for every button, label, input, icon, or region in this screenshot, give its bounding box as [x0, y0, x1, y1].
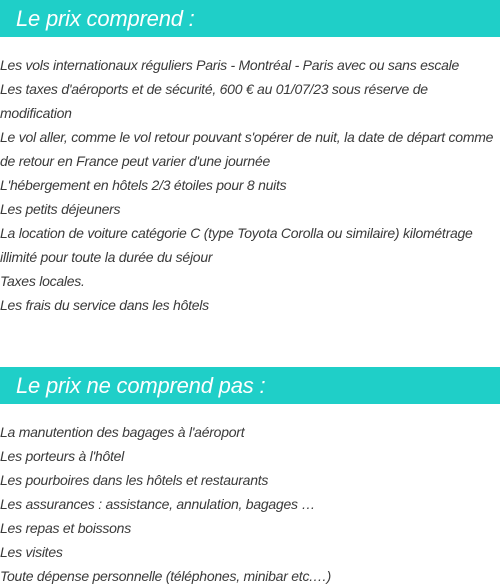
included-item-local-taxes: Taxes locales.: [0, 273, 85, 289]
included-items-list: [0, 53, 500, 317]
included-item-flights: Les vols internationaux réguliers Paris - Montréal - Paris avec ou sans escale: [0, 57, 460, 73]
excluded-item-visits: Les visites: [0, 544, 63, 560]
included-item-car-rental: La location de voiture catégorie C (type Toyota Corolla ou similaire) kilométrage illimité pour toute la durée du séjour: [0, 225, 473, 265]
excluded-item-meals: Les repas et boissons: [0, 520, 131, 536]
excluded-items-list: [0, 420, 500, 588]
excluded-item-insurance: Les assurances : assistance, annulation, bagages …: [0, 496, 316, 512]
included-section-title: Le prix comprend :: [0, 0, 500, 37]
included-item-airport-taxes: Les taxes d'aéroports et de sécurité, 600 € au 01/07/23 sous réserve de modification: [0, 81, 428, 121]
included-item-breakfasts: Les petits déjeuners: [0, 201, 121, 217]
excluded-section-title: Le prix ne comprend pas :: [0, 367, 500, 404]
excluded-item-porters: Les porteurs à l'hôtel: [0, 448, 125, 464]
excluded-item-baggage-handling: La manutention des bagages à l'aéroport: [0, 424, 245, 440]
excluded-item-tips: Les pourboires dans les hôtels et restaurants: [0, 472, 269, 488]
included-item-hotel-service: Les frais du service dans les hôtels: [0, 297, 209, 313]
included-item-night-flights: Le vol aller, comme le vol retour pouvant s'opérer de nuit, la date de départ comme de retour en France peut varier d'une journée: [0, 129, 494, 169]
included-item-hotels: L'hébergement en hôtels 2/3 étoiles pour 8 nuits: [0, 177, 287, 193]
excluded-item-personal-expenses: Toute dépense personnelle (téléphones, minibar etc.…): [0, 568, 332, 584]
